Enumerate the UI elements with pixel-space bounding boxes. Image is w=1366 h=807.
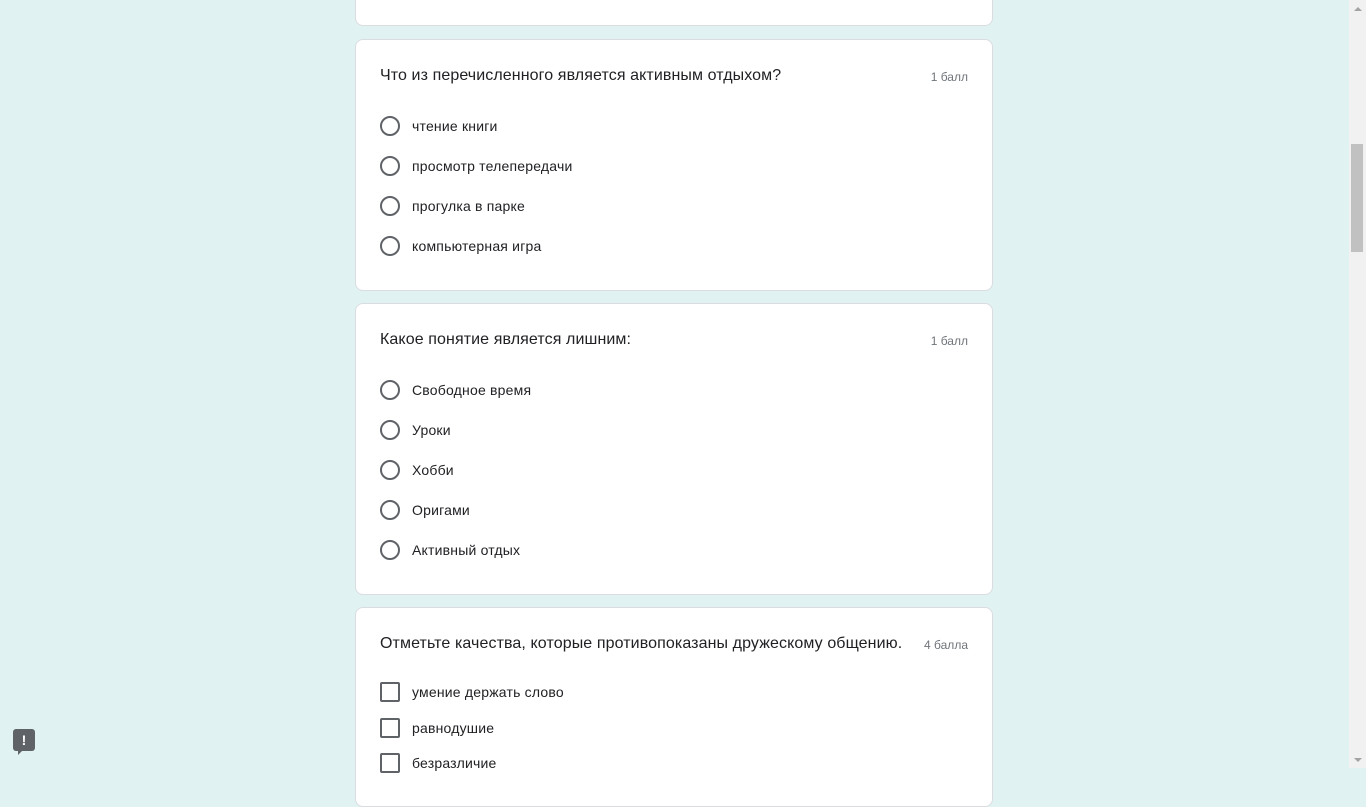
question-title: Какое понятие является лишним:: [380, 331, 632, 348]
radio-option[interactable]: [380, 538, 520, 562]
arrow-up-icon: [1354, 7, 1362, 11]
question-points: 1 балл: [930, 334, 968, 348]
checkbox-option[interactable]: [380, 680, 564, 704]
question-title: Отметьте качества, которые противопоказаны дружескому общению.: [380, 635, 903, 652]
option-label: Оригами: [412, 502, 470, 518]
radio-button[interactable]: [380, 420, 400, 440]
question-card-2: [355, 303, 993, 595]
option-label: безразличие: [412, 755, 497, 771]
radio-button[interactable]: [380, 540, 400, 560]
arrow-down-icon: [1354, 758, 1362, 762]
radio-option[interactable]: [380, 418, 451, 442]
radio-button[interactable]: [380, 500, 400, 520]
option-label: Активный отдых: [412, 542, 521, 558]
option-label: умение держать слово: [412, 684, 564, 700]
radio-button[interactable]: [380, 236, 400, 256]
option-label: чтение книги: [412, 118, 498, 134]
option-label: Хобби: [412, 462, 454, 478]
question-card-3: [355, 607, 993, 807]
radio-option[interactable]: [380, 114, 498, 138]
checkbox[interactable]: [380, 718, 400, 738]
option-label: Уроки: [412, 422, 451, 438]
scrollbar-thumb[interactable]: [1351, 144, 1363, 252]
question-points: 4 балла: [924, 638, 968, 652]
radio-button[interactable]: [380, 460, 400, 480]
radio-option[interactable]: [380, 154, 572, 178]
option-label: равнодушие: [412, 720, 495, 736]
exclamation-icon: !: [21, 732, 27, 748]
radio-option[interactable]: [380, 378, 531, 402]
option-label: Свободное время: [412, 382, 532, 398]
option-label: просмотр телепередачи: [412, 158, 573, 174]
checkbox[interactable]: [380, 753, 400, 773]
scroll-down-button[interactable]: [1349, 751, 1366, 768]
option-label: компьютерная игра: [412, 238, 542, 254]
checkbox[interactable]: [380, 682, 400, 702]
radio-option[interactable]: [380, 234, 541, 258]
checkbox-option[interactable]: [380, 751, 497, 775]
question-title: Что из перечисленного является активным отдыхом?: [380, 67, 782, 84]
question-points: 1 балл: [930, 70, 968, 84]
radio-button[interactable]: [380, 156, 400, 176]
radio-button[interactable]: [380, 116, 400, 136]
feedback-button[interactable]: [13, 729, 35, 751]
checkbox-option[interactable]: [380, 716, 494, 740]
previous-question-card: [355, 0, 993, 26]
radio-option[interactable]: [380, 194, 525, 218]
question-card-1: [355, 39, 993, 291]
scroll-up-button[interactable]: [1349, 0, 1366, 17]
radio-button[interactable]: [380, 380, 400, 400]
option-label: прогулка в парке: [412, 198, 525, 214]
radio-option[interactable]: [380, 498, 470, 522]
radio-button[interactable]: [380, 196, 400, 216]
vertical-scrollbar[interactable]: [1349, 0, 1366, 768]
radio-option[interactable]: [380, 458, 454, 482]
